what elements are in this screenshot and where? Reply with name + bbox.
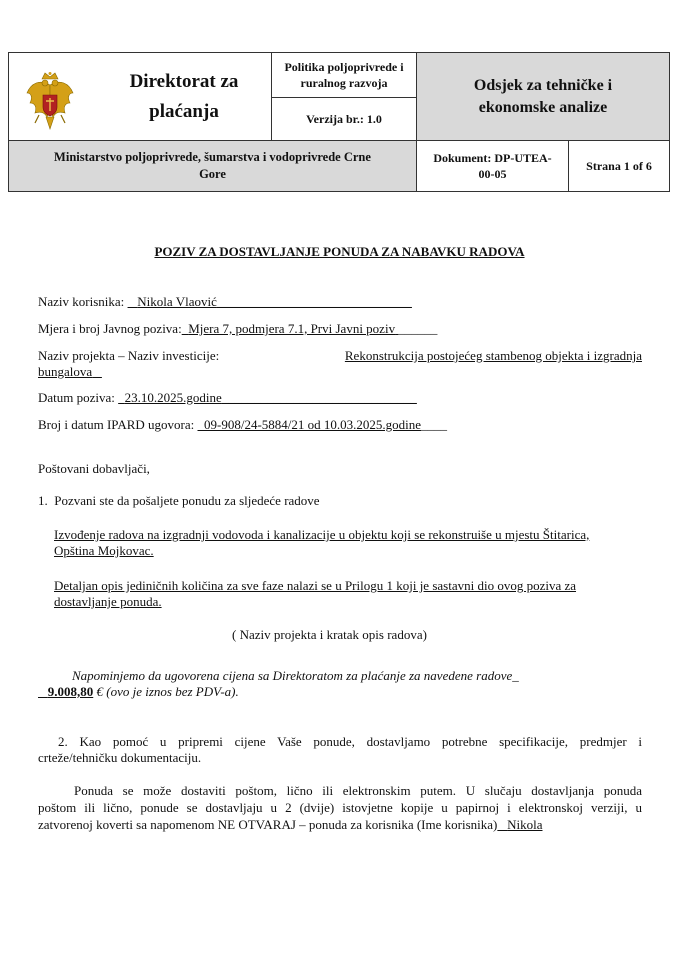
item1-desc1-line1: Izvođenje radova na izgradnji vodovoda i kanalizacije u objektu koji se rekonstruiše u mjestu Štitarica, bbox=[54, 527, 590, 542]
field-contract-label: Broj i datum IPARD ugovora: bbox=[38, 417, 195, 432]
field-date-value: 23.10.2025.godine bbox=[124, 390, 222, 405]
field-project-value-line2: bungalova bbox=[38, 364, 93, 379]
header-org-cell bbox=[9, 53, 272, 141]
field-project-value-line1: Rekonstrukcija postojećeg stambenog objekta i izgradnja bbox=[344, 348, 642, 363]
item2-line1: 2. Kao pomoć u pripremi cijene Vaše ponude, dostavljamo potrebne specifikacije, predmjer i bbox=[58, 734, 642, 749]
field-user-value: Nikola Vlaović bbox=[137, 294, 217, 309]
page-number: Strana 1 of 6 bbox=[586, 159, 652, 173]
version-label: Verzija br.: 1.0 bbox=[306, 112, 382, 126]
document-id-line1: Dokument: DP-UTEA- bbox=[433, 151, 552, 165]
field-contract: Broj i datum IPARD ugovora: 09-908/24-5884/21 od 10.03.2025.godine____ bbox=[38, 417, 448, 432]
ministry-line2: Gore bbox=[199, 167, 226, 181]
page-number-cell bbox=[569, 141, 669, 191]
field-project bbox=[38, 348, 642, 380]
document-title: POZIV ZA DOSTAVLJANJE PONUDA ZA NABAVKU RADOVA bbox=[154, 244, 525, 259]
version-cell bbox=[272, 98, 417, 141]
item1-caption: ( Naziv projekta i kratak opis radova) bbox=[232, 627, 427, 642]
greeting: Poštovani dobavljači, bbox=[38, 461, 150, 476]
item1-note-line1: Napominjemo da ugovorena cijena sa Direktoratom za plaćanje za navedene radove_ bbox=[72, 668, 519, 683]
policy-line2: ruralnog razvoja bbox=[300, 76, 388, 90]
field-measure-value: Mjera 7, podmjera 7.1, Prvi Javni poziv bbox=[188, 321, 396, 336]
item1-desc1-line2: Opština Mojkovac. bbox=[54, 543, 154, 558]
field-user-label: Naziv korisnika: bbox=[38, 294, 125, 309]
delivery-line3-text: zatvorenoj koverti sa napomenom NE OTVARAJ – ponuda za korisnika (Ime korisnika) bbox=[38, 817, 498, 832]
policy-cell bbox=[272, 53, 417, 98]
field-date-label: Datum poziva: bbox=[38, 390, 115, 405]
delivery-line3 bbox=[38, 817, 543, 833]
delivery-line2: poštom ili lično, ponude se dostavljaju u 2 (dvije) istovjetne kopije u papirnoj i elektronskoj verziji, u bbox=[38, 800, 642, 815]
document-id-line2: 00-05 bbox=[478, 167, 507, 181]
delivery-line3-name: Nikola bbox=[507, 817, 543, 832]
item1-desc2-line1: Detaljan opis jediničnih količina za sve faze nalazi se u Prilogu 1 koji je sastavni dio ovog poziva za bbox=[54, 578, 577, 593]
org-name bbox=[99, 67, 269, 127]
item1-note-amount: 9.008,80 bbox=[47, 684, 94, 699]
item1-note-line2 bbox=[38, 684, 239, 700]
delivery-line1: Ponuda se može dostaviti poštom, lično ili elektronskim putem. U slučaju dostavljanja ponuda bbox=[74, 783, 642, 798]
org-name-line1: Direktorat za bbox=[129, 71, 239, 92]
item1-intro bbox=[38, 493, 320, 509]
item1-desc2-line2: dostavljanje ponuda. bbox=[54, 594, 162, 609]
department-cell bbox=[417, 53, 669, 141]
item1-intro-text: Pozvani ste da pošaljete ponudu za sljedeće radove bbox=[54, 493, 320, 508]
field-project-label: Naziv projekta – Naziv investicije: bbox=[38, 348, 220, 363]
item1-note-rest: € (ovo je iznos bez PDV-a). bbox=[96, 684, 239, 699]
org-name-line2: plaćanja bbox=[149, 101, 219, 122]
field-date: Datum poziva: 23.10.2025.godine______________________________ bbox=[38, 390, 417, 405]
document-id-cell bbox=[417, 141, 569, 191]
field-contract-value: 09-908/24-5884/21 od 10.03.2025.godine bbox=[204, 417, 422, 432]
field-user: Naziv korisnika: Nikola Vlaović______________________________ bbox=[38, 294, 412, 309]
department-line2: ekonomske analize bbox=[478, 98, 608, 116]
field-measure-label: Mjera i broj Javnog poziva: bbox=[38, 321, 182, 336]
item2-line2: crteže/tehničku dokumentaciju. bbox=[38, 750, 202, 765]
ministry-line1: Ministarstvo poljoprivrede, šumarstva i vodoprivrede Crne bbox=[54, 150, 371, 164]
item1-number: 1. bbox=[38, 493, 48, 508]
department-line1: Odsjek za tehničke i bbox=[473, 76, 613, 94]
policy-line1: Politika poljoprivrede i bbox=[284, 60, 404, 74]
coat-of-arms-icon bbox=[25, 71, 75, 133]
field-measure: Mjera i broj Javnog poziva: Mjera 7, podmjera 7.1, Prvi Javni poziv ______ bbox=[38, 321, 438, 336]
header-table bbox=[8, 52, 670, 192]
ministry-cell bbox=[9, 141, 417, 191]
